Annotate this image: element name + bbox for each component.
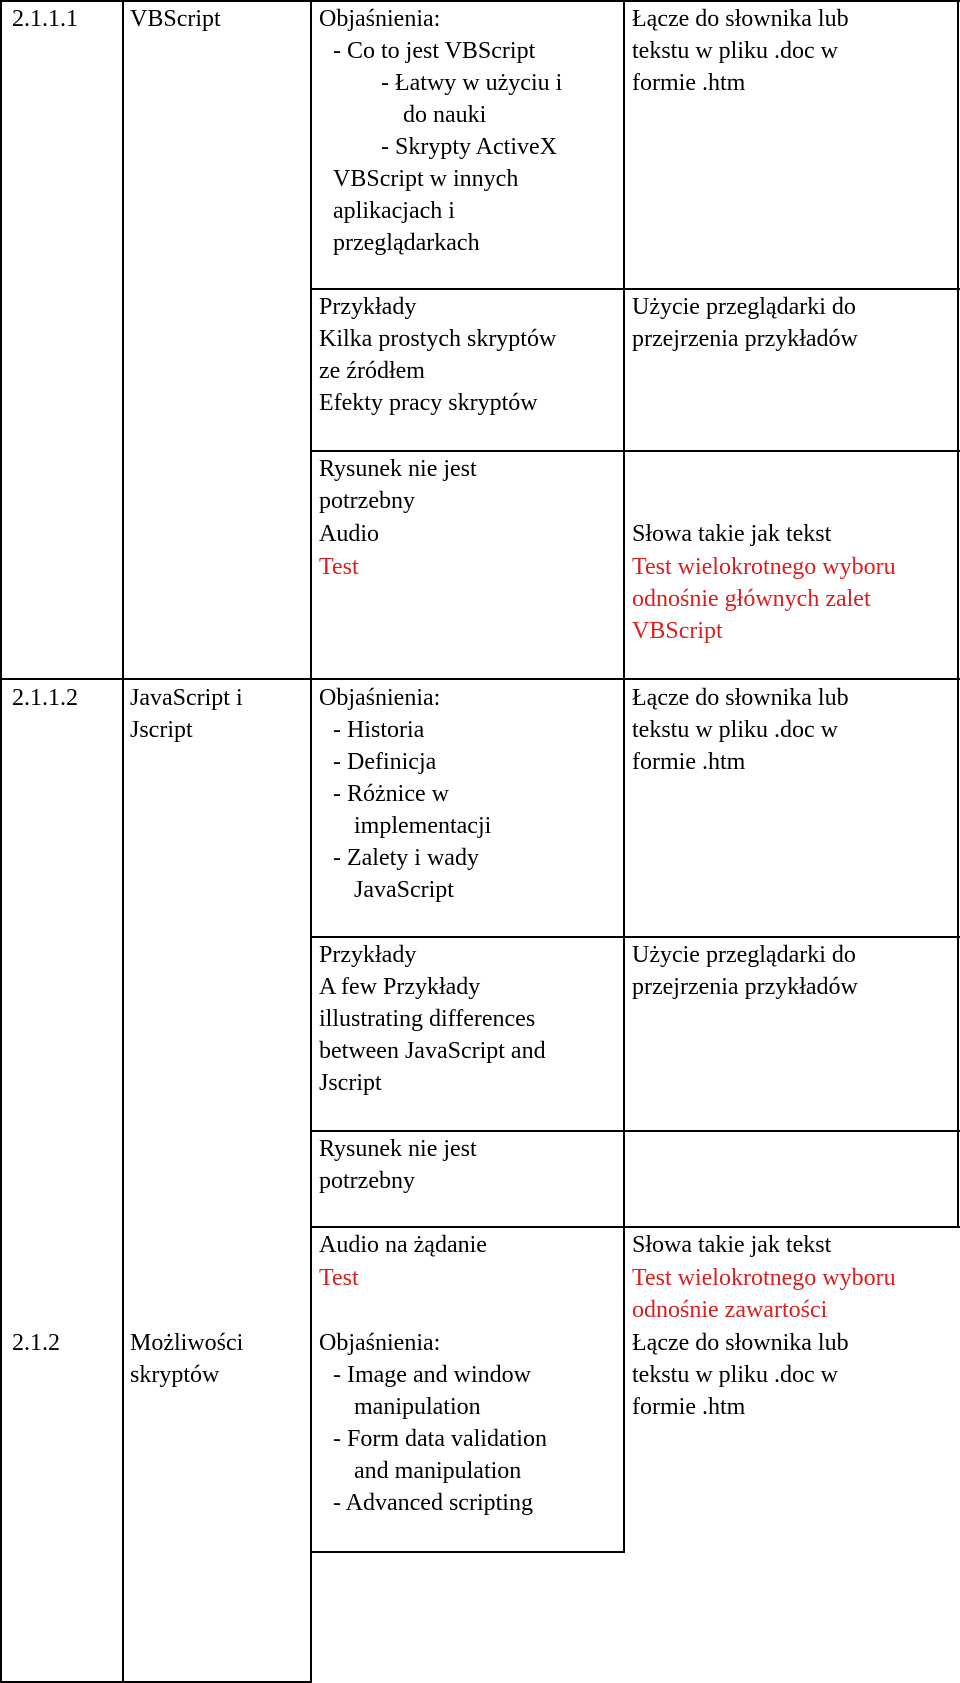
section-number: 2.1.1.2 — [12, 685, 78, 711]
block-text: potrzebny — [319, 488, 415, 514]
test-label: Test — [319, 554, 359, 580]
table-border-right-lower — [957, 680, 959, 1228]
col-divider-content — [623, 0, 625, 1552]
block-text: Jscript — [319, 1070, 382, 1096]
block-heading: Objaśnienia: — [319, 1330, 441, 1356]
list-item-continuation: manipulation — [354, 1394, 481, 1420]
list-item: - Advanced scripting — [333, 1490, 533, 1516]
list-item-continuation: implementacji — [354, 813, 492, 839]
test-label: Test — [319, 1265, 359, 1291]
table-border-left — [0, 0, 2, 1683]
section-title: JavaScript i — [130, 685, 243, 711]
resource-note: formie .htm — [632, 749, 746, 775]
row-divider — [310, 450, 960, 452]
row-divider — [310, 288, 960, 290]
list-item-continuation: and manipulation — [354, 1458, 522, 1484]
list-item: - Image and window — [333, 1362, 531, 1388]
col-divider-title — [310, 0, 312, 1683]
list-item: - Co to jest VBScript — [333, 38, 536, 64]
section-title: VBScript — [130, 6, 221, 32]
resource-note: formie .htm — [632, 1394, 746, 1420]
block-text: Audio — [319, 521, 379, 547]
block-heading: Objaśnienia: — [319, 6, 441, 32]
section-number: 2.1.1.1 — [12, 6, 78, 32]
col-divider-number — [122, 0, 124, 680]
block-text: ze źródłem — [319, 358, 425, 384]
resource-note: przejrzenia przykładów — [632, 974, 858, 1000]
list-item: - Skrypty ActiveX — [381, 134, 557, 160]
list-item-continuation: przeglądarkach — [333, 230, 480, 256]
table-border-top — [0, 0, 960, 2]
list-item-continuation: JavaScript — [354, 877, 454, 903]
block-text: illustrating differences — [319, 1006, 536, 1032]
block-text: Rysunek nie jest — [319, 1136, 477, 1162]
resource-note: tekstu w pliku .doc w — [632, 1362, 838, 1388]
list-item: - Historia — [333, 717, 425, 743]
list-item: - Form data validation — [333, 1426, 547, 1452]
block-text: Efekty pracy skryptów — [319, 390, 538, 416]
resource-note: Słowa takie jak tekst — [632, 1232, 832, 1258]
resource-note: formie .htm — [632, 70, 746, 96]
resource-note: przejrzenia przykładów — [632, 326, 858, 352]
row-divider — [310, 1226, 960, 1228]
resource-note: Użycie przeglądarki do — [632, 294, 856, 320]
list-item: - Różnice w — [333, 781, 449, 807]
block-heading: Przykłady — [319, 942, 417, 968]
block-text: between JavaScript and — [319, 1038, 546, 1064]
resource-note: tekstu w pliku .doc w — [632, 717, 838, 743]
block-heading: Przykłady — [319, 294, 417, 320]
block-text: Kilka prostych skryptów — [319, 326, 557, 352]
row-divider — [0, 678, 960, 680]
list-item: - Łatwy w użyciu i — [381, 70, 563, 96]
test-description: VBScript — [632, 618, 723, 644]
block-text: Audio na żądanie — [319, 1232, 487, 1258]
col-divider-number-lower — [122, 680, 124, 1683]
list-item-continuation: aplikacjach i — [333, 198, 455, 224]
table-border-right — [957, 0, 959, 680]
section-number: 2.1.2 — [12, 1330, 60, 1356]
block-text: potrzebny — [319, 1168, 415, 1194]
test-description: Test wielokrotnego wyboru — [632, 1265, 896, 1291]
test-description: Test wielokrotnego wyboru — [632, 554, 896, 580]
block-text: A few Przykłady — [319, 974, 481, 1000]
resource-note: tekstu w pliku .doc w — [632, 38, 838, 64]
test-description: odnośnie zawartości — [632, 1297, 828, 1323]
resource-note: Łącze do słownika lub — [632, 685, 849, 711]
test-description: odnośnie głównych zalet — [632, 586, 871, 612]
resource-note: Użycie przeglądarki do — [632, 942, 856, 968]
resource-note: Łącze do słownika lub — [632, 6, 849, 32]
list-item: - Definicja — [333, 749, 437, 775]
block-text: Rysunek nie jest — [319, 456, 477, 482]
section-title: Jscript — [130, 717, 193, 743]
resource-note: Łącze do słownika lub — [632, 1330, 849, 1356]
list-item: - Zalety i wady — [333, 845, 479, 871]
resource-note: Słowa takie jak tekst — [632, 521, 832, 547]
list-item-continuation: VBScript w innych — [333, 166, 519, 192]
row-divider — [310, 1551, 625, 1553]
row-divider — [310, 1130, 960, 1132]
row-divider — [310, 936, 960, 938]
list-item-continuation: do nauki — [403, 102, 487, 128]
section-title: Możliwości — [130, 1330, 244, 1356]
block-heading: Objaśnienia: — [319, 685, 441, 711]
section-title: skryptów — [130, 1362, 220, 1388]
